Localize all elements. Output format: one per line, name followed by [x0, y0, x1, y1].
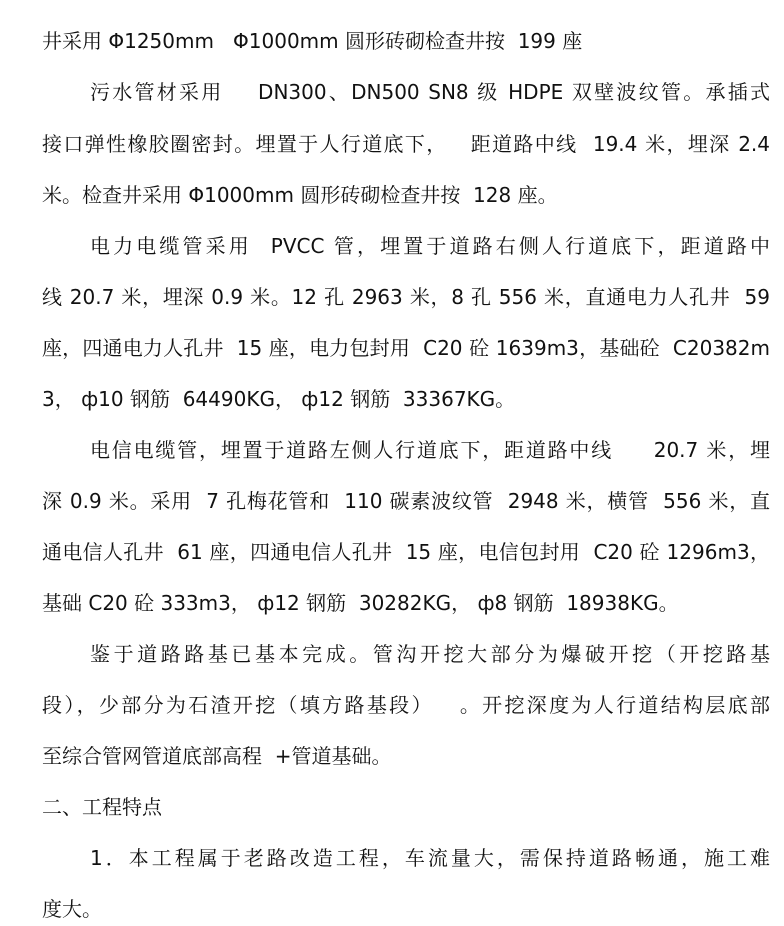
text-line-4: 米。检查井采用 Φ1000mm 圆形砖砌检查井按 128 座。	[42, 183, 558, 207]
text-line-1: 井采用 Φ1250mm Φ1000mm 圆形砖砌检查井按 199 座	[42, 29, 583, 53]
text-line-10: 深 0.9 米。采用 7 孔梅花管和 110 碳素波纹管 2948 米，横管 556 米，直	[42, 489, 770, 513]
text-line-13: 鉴于道路路基已基本完成。管沟开挖大部分为爆破开挖（开挖路基	[90, 642, 770, 666]
section-heading: 二、工程特点	[42, 795, 162, 819]
text-line-6: 线 20.7 米，埋深 0.9 米。12 孔 2963 米，8 孔 556 米，直通电力人孔井 59	[42, 285, 770, 309]
text-line-12: 基础 C20 砼 333m3， ф12 钢筋 30282KG， ф8 钢筋 18938KG。	[42, 591, 679, 615]
text-line-7: 座，四通电力人孔井 15 座，电力包封用 C20 砼 1639m3，基础砼 C20382m	[42, 336, 770, 360]
text-line-15: 至综合管网管道底部高程 +管道基础。	[42, 744, 392, 768]
text-line-18: 度大。	[42, 897, 102, 921]
text-line-3: 接口弹性橡胶圈密封。埋置于人行道底下， 距道路中线 19.4 米，埋深 2.4	[42, 132, 770, 156]
text-line-9: 电信电缆管，埋置于道路左侧人行道底下，距道路中线 20.7 米，埋	[90, 438, 770, 462]
text-line-5: 电力电缆管采用 PVCC 管，埋置于道路右侧人行道底下，距道路中	[90, 234, 770, 258]
text-line-8: 3， ф10 钢筋 64490KG， ф12 钢筋 33367KG。	[42, 387, 516, 411]
text-line-11: 通电信人孔井 61 座，四通电信人孔井 15 座，电信包封用 C20 砼 1296m3，	[42, 540, 770, 564]
text-line-14: 段），少部分为石渣开挖（填方路基段） 。开挖深度为人行道结构层底部	[42, 693, 770, 717]
text-line-2: 污水管材采用 DN300、DN500 SN8 级 HDPE 双壁波纹管。承插式	[90, 80, 770, 104]
text-line-17: 1．本工程属于老路改造工程，车流量大，需保持道路畅通，施工难	[90, 846, 770, 870]
